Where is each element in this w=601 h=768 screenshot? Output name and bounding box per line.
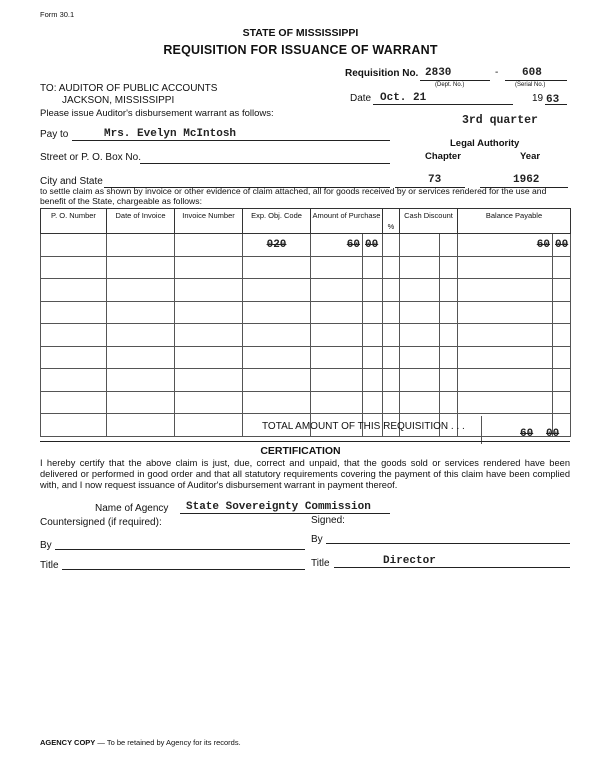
total-cents: 00	[546, 428, 560, 440]
form-title: REQUISITION FOR ISSUANCE OF WARRANT	[163, 43, 438, 57]
header-pct: %	[383, 209, 400, 234]
date-label: Date	[350, 93, 372, 104]
header-date-invoice: Date of Invoice	[107, 209, 175, 234]
total-label: TOTAL AMOUNT OF THIS REQUISITION . . .	[262, 421, 465, 432]
signed-label: Signed:	[311, 515, 345, 526]
table-row	[41, 324, 571, 347]
city-label: City and State	[40, 176, 103, 187]
table-row	[41, 256, 571, 279]
form-number: Form 30.1	[40, 10, 75, 19]
dept-no-value: 2830	[425, 67, 452, 79]
table-row	[41, 346, 571, 369]
pay-to-label: Pay to	[40, 129, 69, 140]
agency-label: Name of Agency	[95, 503, 169, 514]
serial-no-value: 608	[522, 67, 542, 79]
table-row	[41, 369, 571, 392]
header-invoice-number: Invoice Number	[175, 209, 243, 234]
addressee-line1: TO: AUDITOR OF PUBLIC ACCOUNTS	[40, 83, 218, 94]
table-row	[41, 279, 571, 302]
title-label-right: Title	[311, 558, 330, 569]
street-label: Street or P. O. Box No.	[40, 152, 141, 163]
date-value: Oct. 21	[380, 92, 427, 104]
title-label-left: Title	[40, 560, 59, 571]
header-po: P. O. Number	[41, 209, 107, 234]
balance-cents-cell: 00	[553, 234, 571, 257]
by-label-left: By	[40, 540, 52, 551]
footer-text: — To be retained by Agency for its records.	[97, 738, 241, 747]
by-label-right: By	[311, 534, 323, 545]
header-amount: Amount of Purchase	[311, 209, 383, 234]
year-prefix: 19	[532, 93, 544, 104]
requisition-label: Requisition No.	[345, 68, 419, 79]
chapter-value: 73	[428, 174, 442, 186]
pay-to-value: Mrs. Evelyn McIntosh	[104, 128, 237, 140]
table-row	[41, 234, 571, 257]
footer	[40, 738, 241, 747]
exp-code-cell: 020	[243, 234, 311, 257]
addressee-line2: JACKSON, MISSISSIPPI	[62, 95, 175, 106]
year-suffix: 63	[546, 94, 560, 106]
header-discount: Cash Discount	[400, 209, 458, 234]
header-balance: Balance Payable	[458, 209, 571, 234]
countersigned-label: Countersigned (if required):	[40, 517, 162, 528]
footer-bold: AGENCY COPY	[40, 738, 96, 747]
quarter-note: 3rd quarter	[462, 114, 538, 127]
amount-dollars-cell: 60	[311, 234, 363, 257]
certification-heading: CERTIFICATION	[260, 445, 341, 457]
serial-no-caption: (Serial No.)	[515, 82, 546, 88]
claim-text: to settle claim as shown by invoice or other evidence of claim attached, all for goods received by or services rendered for the use and benefit of the State, chargeable as follows:	[40, 186, 547, 206]
items-table	[40, 208, 571, 437]
year-value: 1962	[513, 174, 540, 186]
state-heading: STATE OF MISSISSIPPI	[242, 27, 359, 39]
balance-dollars-cell: 60	[458, 234, 553, 257]
dept-no-caption: (Dept. No.)	[435, 82, 465, 88]
legal-authority-label: Legal Authority	[450, 138, 520, 149]
table-row	[41, 301, 571, 324]
addressee-instruction: Please issue Auditor's disbursement warrant as follows:	[40, 108, 274, 119]
title-value-right: Director	[383, 555, 436, 567]
table-row	[41, 391, 571, 414]
total-dollars: 60	[520, 428, 534, 440]
certification-text: I hereby certify that the above claim is just, due, correct and unpaid, that the goods sold or services rendered have been delivered or performed in good order and that all statutory requirements covering the payment of this claim have been complied with, and I now request issuance of Auditor's disbursement warrant in payment thereof.	[40, 458, 570, 490]
agency-value: State Sovereignty Commission	[186, 501, 371, 513]
year-label: Year	[520, 151, 541, 162]
chapter-label: Chapter	[425, 151, 461, 162]
header-exp-code: Exp. Obj. Code	[243, 209, 311, 234]
amount-cents-cell: 00	[363, 234, 383, 257]
